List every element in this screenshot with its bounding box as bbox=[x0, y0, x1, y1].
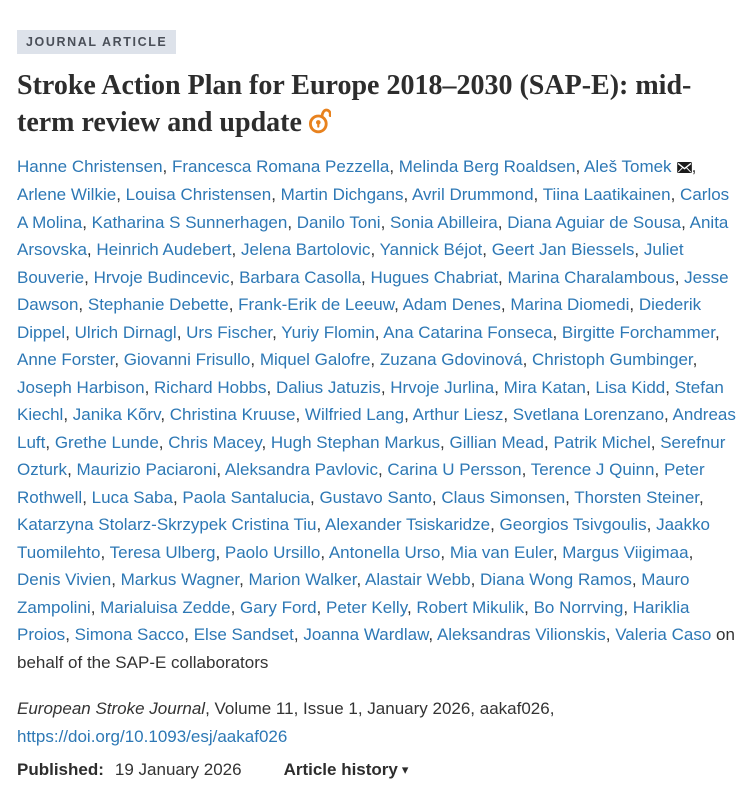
author-link[interactable]: Ulrich Dirnagl bbox=[74, 322, 177, 342]
author-link[interactable]: Christoph Gumbinger bbox=[532, 350, 693, 369]
page-title bbox=[17, 67, 739, 144]
author-list-paragraph bbox=[17, 153, 739, 677]
author-link[interactable]: Martin Dichgans bbox=[280, 185, 404, 204]
journal-article-badge: JOURNAL ARTICLE bbox=[17, 30, 176, 54]
article-history-label: Article history bbox=[283, 760, 398, 779]
journal-name: European Stroke Journal bbox=[17, 699, 206, 718]
author-link[interactable]: Lisa Kidd bbox=[595, 377, 666, 397]
author-link[interactable]: Juliet Bouverie bbox=[17, 240, 684, 287]
author-link[interactable]: Geert Jan Biessels bbox=[491, 240, 635, 259]
author-link[interactable]: Svetlana Lorenzano bbox=[512, 405, 665, 424]
author-link[interactable]: Grethe Lunde bbox=[54, 432, 159, 452]
author-link[interactable]: Sonia Abilleira bbox=[390, 212, 498, 232]
author-link[interactable]: Mauro Zampolini bbox=[17, 570, 690, 617]
author-link[interactable]: Stephanie Debette bbox=[87, 295, 229, 314]
author-link[interactable]: Diana Aguiar de Sousa bbox=[507, 212, 682, 232]
author-link[interactable]: Thorsten Steiner bbox=[574, 487, 700, 507]
doi-link[interactable]: https://doi.org/10.1093/esj/aakaf026 bbox=[17, 726, 288, 746]
author-link[interactable]: Patrik Michel bbox=[553, 432, 651, 452]
author-link[interactable]: Heinrich Audebert bbox=[96, 240, 232, 259]
author-link[interactable]: Marina Diomedi bbox=[510, 295, 630, 314]
author-link[interactable]: Carina U Persson bbox=[387, 460, 522, 479]
published-label: Published: bbox=[17, 760, 104, 779]
author-link[interactable]: Hugh Stephan Markus bbox=[270, 432, 441, 452]
author-link[interactable]: Serefnur Ozturk bbox=[17, 432, 726, 479]
author-link[interactable]: Janika Kõrv bbox=[72, 405, 161, 424]
author-link[interactable]: Ana Catarina Fonseca bbox=[383, 322, 553, 342]
author-link[interactable]: Alastair Webb bbox=[365, 570, 471, 589]
author-link[interactable]: Aleksandra Pavlovic bbox=[224, 460, 378, 479]
author-link[interactable]: Tiina Laatikainen bbox=[542, 185, 671, 204]
author-link[interactable]: Georgios Tsivgoulis bbox=[499, 515, 647, 534]
author-link[interactable]: Aleš Tomek bbox=[584, 156, 672, 176]
author-link[interactable]: Carlos A Molina bbox=[17, 185, 730, 232]
author-link[interactable]: Cristina Tiu bbox=[231, 515, 317, 534]
author-link[interactable]: Adam Denes bbox=[402, 295, 501, 314]
author-link[interactable]: Luca Saba bbox=[91, 487, 173, 507]
author-link[interactable]: Aleksandras Vilionskis bbox=[436, 625, 606, 644]
author-link[interactable]: Mira Katan bbox=[503, 377, 586, 397]
author-list: Hanne Christensen, Francesca Romana Pezzella, Melinda Berg Roaldsen, Aleš Tomek , Arlene Wilkie, Louisa Christensen, Martin Dichgans, Avril Drummond, Tiina Laatikainen, Carlos A Molina, Katharina S Sunnerhagen, Danilo Toni, Sonia Abilleira, Diana Aguiar de Sousa, Anita Arsovska, Heinrich Audebert, Jelena Bartolovic, Yannick Béjot, Geert Jan Biessels, Juliet Bouverie, Hrvoje Budincevic, Barbara Casolla, Hugues Chabriat, Marina Charalambous, Jesse Dawson, Stephanie Debette, Frank-Erik de Leeuw, Adam Denes, Marina Diomedi, Diederik Dippel, Ulrich Dirnagl, Urs Fischer, Yuriy Flomin, Ana Catarina Fonseca, Birgitte Forchammer, Anne Forster, Giovanni Frisullo, Miquel Galofre, Zuzana Gdovinová, Christoph Gumbinger, Joseph Harbison, Richard Hobbs, Dalius Jatuzis, Hrvoje Jurlina, Mira Katan, Lisa Kidd, Stefan Kiechl, Janika Kõrv, Christina Kruuse, Wilfried Lang, Arthur Liesz, Svetlana Lorenzano, Andreas Luft, Grethe Lunde, Chris Macey, Hugh Stephan Markus, Gillian Mead, Patrik Michel, Serefnur Ozturk, Maurizio Paciaroni, Aleksandra Pavlovic, Carina U Persson, Terence J Quinn, Peter Rothwell, Luca Saba, Paola Santalucia, Gustavo Santo, Claus Simonsen, Thorsten Steiner, Katarzyna Stolarz-Skrzypek Cristina Tiu, Alexander Tsiskaridze, Georgios Tsivgoulis, Jaakko Tuomilehto, Teresa Ulberg, Paolo Ursillo, Antonella Urso, Mia van Euler, Margus Viigimaa, Denis Vivien, Markus Wagner, Marion Walker, Alastair Webb, Diana Wong Ramos, Mauro Zampolini, Marialuisa Zedde, Gary Ford, Peter Kelly, Robert Mikulik, Bo Norrving, Hariklia Proios, Simona Sacco, Else Sandset, Joanna Wardlaw, Aleksandras Vilionskis, Valeria Caso bbox=[17, 157, 736, 645]
author-link[interactable]: Danilo Toni bbox=[296, 212, 381, 232]
author-link[interactable]: Jesse Dawson bbox=[17, 267, 729, 314]
author-link[interactable]: Yannick Béjot bbox=[379, 240, 483, 259]
author-link[interactable]: Gustavo Santo bbox=[319, 487, 432, 507]
author-link[interactable]: Marialuisa Zedde bbox=[100, 597, 231, 617]
article-history-toggle[interactable] bbox=[284, 760, 409, 780]
author-link[interactable]: Terence J Quinn bbox=[530, 460, 655, 479]
author-link[interactable]: Zuzana Gdovinová bbox=[379, 350, 523, 369]
author-link[interactable]: Else Sandset bbox=[193, 625, 294, 644]
author-link[interactable]: Alexander Tsiskaridze bbox=[325, 515, 491, 534]
author-link[interactable]: Joanna Wardlaw bbox=[303, 625, 429, 644]
author-link[interactable]: Peter Kelly bbox=[326, 597, 407, 617]
author-link[interactable]: Anne Forster bbox=[17, 350, 115, 369]
author-link[interactable]: Hariklia Proios bbox=[17, 597, 690, 644]
author-link[interactable]: Valeria Caso bbox=[615, 625, 712, 644]
author-link[interactable]: Bo Norrving bbox=[533, 597, 624, 617]
author-link[interactable]: Robert Mikulik bbox=[416, 597, 525, 617]
author-link[interactable]: Mia van Euler bbox=[449, 542, 553, 562]
author-link[interactable]: Hrvoje Budincevic bbox=[93, 267, 230, 287]
author-link[interactable]: Francesca Romana Pezzella bbox=[171, 156, 390, 176]
author-link[interactable]: Christina Kruuse bbox=[169, 405, 296, 424]
author-link[interactable]: Giovanni Frisullo bbox=[123, 350, 251, 369]
author-link[interactable]: Katarzyna Stolarz-Skrzypek bbox=[17, 515, 227, 534]
author-link[interactable]: Dalius Jatuzis bbox=[275, 377, 381, 397]
author-link[interactable]: Marina Charalambous bbox=[507, 267, 675, 287]
author-link[interactable]: Simona Sacco bbox=[74, 625, 185, 644]
author-link[interactable]: Birgitte Forchammer bbox=[561, 322, 715, 342]
author-link[interactable]: Markus Wagner bbox=[120, 570, 240, 589]
author-link[interactable]: Hugues Chabriat bbox=[370, 267, 499, 287]
author-link[interactable]: Arthur Liesz bbox=[412, 405, 504, 424]
author-link[interactable]: Maurizio Paciaroni bbox=[76, 460, 217, 479]
author-link[interactable]: Denis Vivien bbox=[17, 570, 112, 589]
author-link[interactable]: Chris Macey bbox=[168, 432, 262, 452]
published-row bbox=[17, 760, 739, 780]
author-link[interactable]: Gillian Mead bbox=[449, 432, 544, 452]
open-access-icon[interactable] bbox=[308, 107, 331, 144]
author-link[interactable]: Joseph Harbison bbox=[17, 377, 145, 397]
author-link[interactable]: Gary Ford bbox=[240, 597, 317, 617]
author-link[interactable]: Barbara Casolla bbox=[239, 267, 361, 287]
author-link[interactable]: Jelena Bartolovic bbox=[240, 240, 371, 259]
author-link[interactable]: Avril Drummond bbox=[411, 185, 534, 204]
author-link[interactable]: Yuriy Flomin bbox=[281, 322, 375, 342]
author-link[interactable]: Teresa Ulberg bbox=[109, 542, 216, 562]
author-link[interactable]: Anita Arsovska bbox=[17, 212, 729, 259]
author-link[interactable]: Peter Rothwell bbox=[17, 460, 705, 507]
author-link[interactable]: Hanne Christensen bbox=[17, 156, 163, 176]
author-link[interactable]: Antonella Urso bbox=[328, 542, 441, 562]
author-link[interactable]: Melinda Berg Roaldsen bbox=[398, 156, 576, 176]
page-title-text: Stroke Action Plan for Europe 2018–2030 (SAP-E): mid-term review and update bbox=[17, 69, 692, 138]
author-link[interactable]: Stefan Kiechl bbox=[17, 377, 724, 424]
author-link[interactable]: Paolo Ursillo bbox=[224, 542, 321, 562]
envelope-icon[interactable] bbox=[677, 154, 692, 182]
author-link[interactable]: Wilfried Lang bbox=[304, 405, 405, 424]
chevron-down-icon: ▾ bbox=[401, 762, 409, 777]
authors-suffix: on behalf of the SAP-E collaborators bbox=[17, 625, 735, 672]
author-link[interactable]: Frank-Erik de Leeuw bbox=[238, 295, 395, 314]
author-link[interactable]: Katharina S Sunnerhagen bbox=[91, 212, 288, 232]
author-link[interactable]: Arlene Wilkie bbox=[17, 185, 117, 204]
author-link[interactable]: Diederik Dippel bbox=[17, 295, 702, 342]
author-link[interactable]: Claus Simonsen bbox=[441, 487, 566, 507]
author-link[interactable]: Marion Walker bbox=[248, 570, 357, 589]
author-link[interactable]: Richard Hobbs bbox=[154, 377, 267, 397]
author-link[interactable]: Hrvoje Jurlina bbox=[390, 377, 495, 397]
author-link[interactable]: Paola Santalucia bbox=[182, 487, 310, 507]
author-link[interactable]: Urs Fischer bbox=[186, 322, 273, 342]
published-date: 19 January 2026 bbox=[114, 760, 242, 779]
author-link[interactable]: Diana Wong Ramos bbox=[480, 570, 632, 589]
citation-details: , Volume 11, Issue 1, January 2026, aakaf026, bbox=[205, 699, 555, 718]
citation-line bbox=[17, 695, 739, 750]
author-link[interactable]: Margus Viigimaa bbox=[562, 542, 689, 562]
author-link[interactable]: Jaakko Tuomilehto bbox=[17, 515, 710, 562]
author-link[interactable]: Louisa Christensen bbox=[125, 185, 272, 204]
author-link[interactable]: Andreas Luft bbox=[17, 405, 736, 452]
author-link[interactable]: Miquel Galofre bbox=[259, 350, 371, 369]
